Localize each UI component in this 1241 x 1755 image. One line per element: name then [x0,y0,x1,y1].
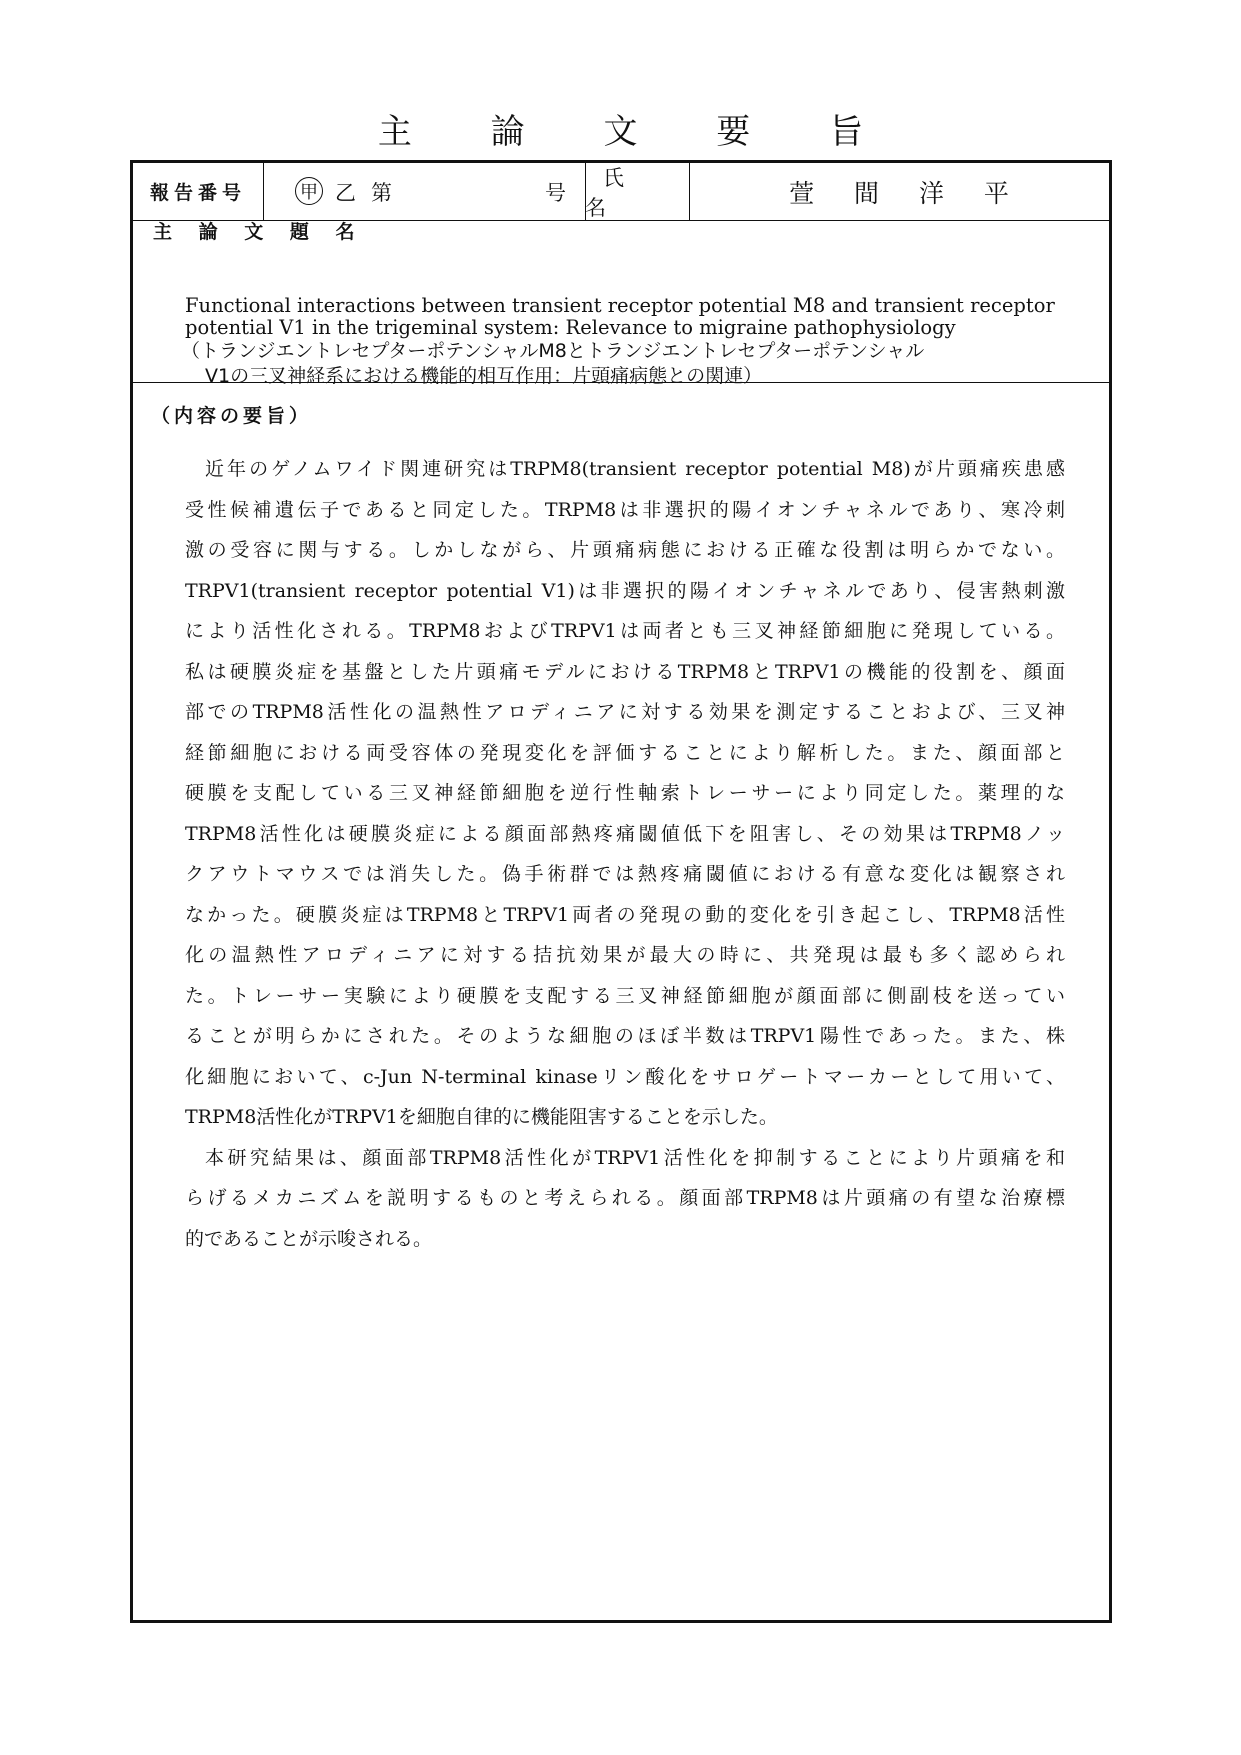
report-number-label-cell [133,163,263,220]
otsu-text: 乙 [335,180,356,205]
report-number-cell [263,163,585,220]
thesis-title-ja-line: V1の三叉神経系における機能的相互作用：片頭痛病態との関連） [205,365,763,387]
summary-form [130,160,1112,1623]
summary-line: なかった。硬膜炎症はTRPM8とTRPV1両者の発現の動的変化を引き起こし、TRPM8活性 [185,903,1065,926]
summary-line: 経節細胞における両受容体の発現変化を評価することにより解析した。また、顔面部と [185,741,1065,764]
summary-line: た。トレーサー実験により硬膜を支配する三叉神経節細胞が顔面部に側副枝を送ってい [185,984,1065,1007]
summary-line: 激の受容に関与する。しかしながら、片頭痛病態における正確な役割は明らかでない。 [185,539,1065,561]
summary-line: クアウトマウスでは消失した。偽手術群では熱疼痛閾値における有意な変化は観察され [185,863,1065,885]
summary-line: 部でのTRPM8活性化の温熱性アロディニアに対する効果を測定することおよび、三叉神 [185,701,1065,723]
summary-line: 本研究結果は、顔面部TRPM8活性化がTRPV1活性化を抑制することにより片頭痛を和 [205,1146,1065,1169]
summary-line: らげるメカニズムを説明するものと考えられる。顔面部TRPM8は片頭痛の有望な治療標 [185,1187,1065,1209]
summary-line: 硬膜を支配している三叉神経節細胞を逆行性軸索トレーサーにより同定した。薬理的な [185,782,1065,804]
report-number-label: 報告番号 [149,182,246,204]
summary-line: により活性化される。TRPM8およびTRPV1は両者とも三叉神経節細胞に発現している。 [185,620,1065,642]
thesis-title-label: 主 論 文 題 名 [153,221,365,243]
thesis-title-block [181,294,1085,389]
circle-mark: 甲 [295,177,323,205]
summary-body [185,449,1065,1259]
summary-line: TRPM8活性化は硬膜炎症による顔面部熱疼痛閾値低下を阻害し、その効果はTRPM8ノッ [185,822,1065,845]
summary-line: 的であることが示唆される。 [185,1227,433,1250]
name-label: 氏 名 [585,165,642,220]
thesis-title-en-line: potential V1 in the trigeminal system: Relevance to migraine pathophysiology [185,316,956,339]
summary-line: TRPM8活性化がTRPV1を細胞自律的に機能阻害することを示した。 [185,1106,778,1128]
summary-line: 受性候補遺伝子であると同定した。TRPM8は非選択的陽イオンチャネルであり、寒冷刺 [185,498,1065,521]
summary-line: 化細胞において、c-Jun N-terminal kinaseリン酸化をサロゲートマーカーとして用いて、 [185,1065,1065,1088]
summary-line: TRPV1(transient receptor potential V1)は非選択的陽イオンチャネルであり、侵害熱刺激 [185,579,1065,602]
header-row [133,163,1109,221]
go-text: 号 [545,180,566,205]
thesis-title-en-line: Functional interactions between transient receptor potential M8 and transient receptor [185,294,1055,317]
summary-line: 私は硬膜炎症を基盤とした片頭痛モデルにおけるTRPM8とTRPV1の機能的役割を、顔面 [185,660,1065,683]
summary-line: 化の温熱性アロディニアに対する拮抗効果が最大の時に、共発現は最も多く認められ [185,944,1065,966]
name-value: 萱 間 洋 平 [789,178,1025,208]
page-title: 主 論 文 要 旨 [377,112,898,152]
dai-text: 第 [371,180,392,205]
summary-label: （内容の要旨） [151,405,313,427]
thesis-title-ja-line: （トランジエントレセプターポテンシャルM8とトランジエントレセプターポテンシャル [181,340,925,362]
summary-line: ることが明らかにされた。そのような細胞のほぼ半数はTRPV1陽性であった。また、株 [185,1025,1065,1047]
summary-line: 近年のゲノムワイド関連研究はTRPM8(transient receptor potential M8)が片頭痛疾患感 [205,458,1065,480]
section-divider [133,382,1109,383]
